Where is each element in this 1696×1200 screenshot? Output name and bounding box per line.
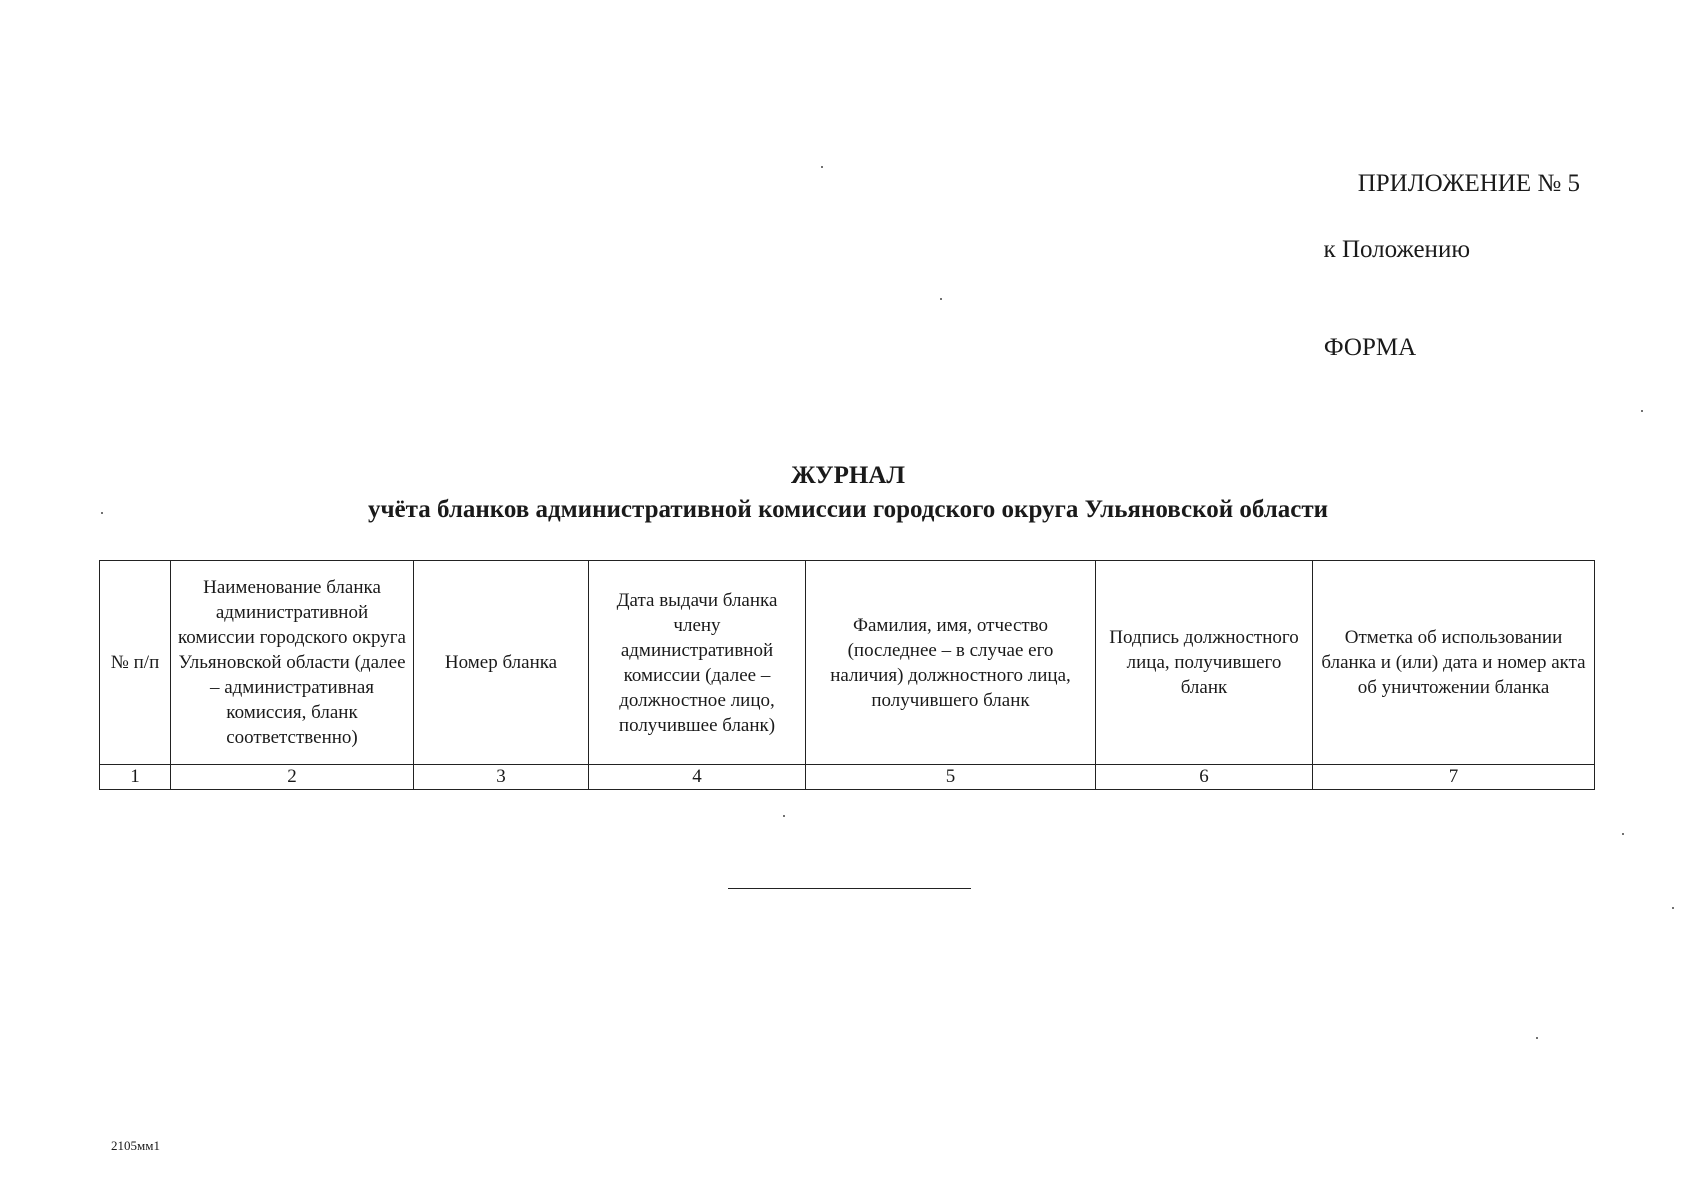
scan-speck <box>1536 1037 1538 1039</box>
header-cell-signature: Подпись должностного лица, получившего бланк <box>1096 561 1313 765</box>
column-number-cell: 6 <box>1096 765 1313 790</box>
scan-speck <box>1641 410 1643 412</box>
journal-table <box>99 560 1595 790</box>
scan-speck <box>783 815 785 817</box>
header-cell-full-name: Фамилия, имя, отчество (последнее – в случае его наличия) должностного лица, получившего бланк <box>806 561 1096 765</box>
column-number-cell: 4 <box>589 765 806 790</box>
appendix-subtitle: к Положению <box>1323 236 1470 263</box>
form-label: ФОРМА <box>1323 334 1417 361</box>
column-number-cell: 1 <box>100 765 171 790</box>
header-cell-usage-mark: Отметка об использовании бланка и (или) дата и номер акта об уничтожении бланка <box>1313 561 1595 765</box>
column-number-cell: 7 <box>1313 765 1595 790</box>
journal-subtitle: учёта бланков административной комиссии городского округа Ульяновской области <box>367 496 1329 523</box>
document-code: 2105мм1 <box>111 1138 160 1153</box>
header-cell-number: № п/п <box>100 561 171 765</box>
header-cell-blank-name: Наименование бланка административной комиссии городского округа Ульяновской области (далее – административная комиссия, бланк соответственно) <box>171 561 414 765</box>
table-header-row <box>100 561 1595 765</box>
scan-speck <box>1622 833 1624 835</box>
scan-speck <box>1672 907 1674 909</box>
column-number-cell: 2 <box>171 765 414 790</box>
column-number-cell: 3 <box>414 765 589 790</box>
scan-speck <box>940 298 942 300</box>
closing-divider-line <box>728 888 971 889</box>
scan-speck <box>821 166 823 168</box>
appendix-title: ПРИЛОЖЕНИЕ № 5 <box>1357 170 1580 197</box>
column-number-cell: 5 <box>806 765 1096 790</box>
scan-speck <box>101 512 103 514</box>
journal-title: ЖУРНАЛ <box>790 462 906 489</box>
header-cell-blank-number: Номер бланка <box>414 561 589 765</box>
table-row <box>100 765 1595 790</box>
header-cell-issue-date: Дата выдачи бланка члену административной комиссии (далее – должностное лицо, получившее бланк) <box>589 561 806 765</box>
